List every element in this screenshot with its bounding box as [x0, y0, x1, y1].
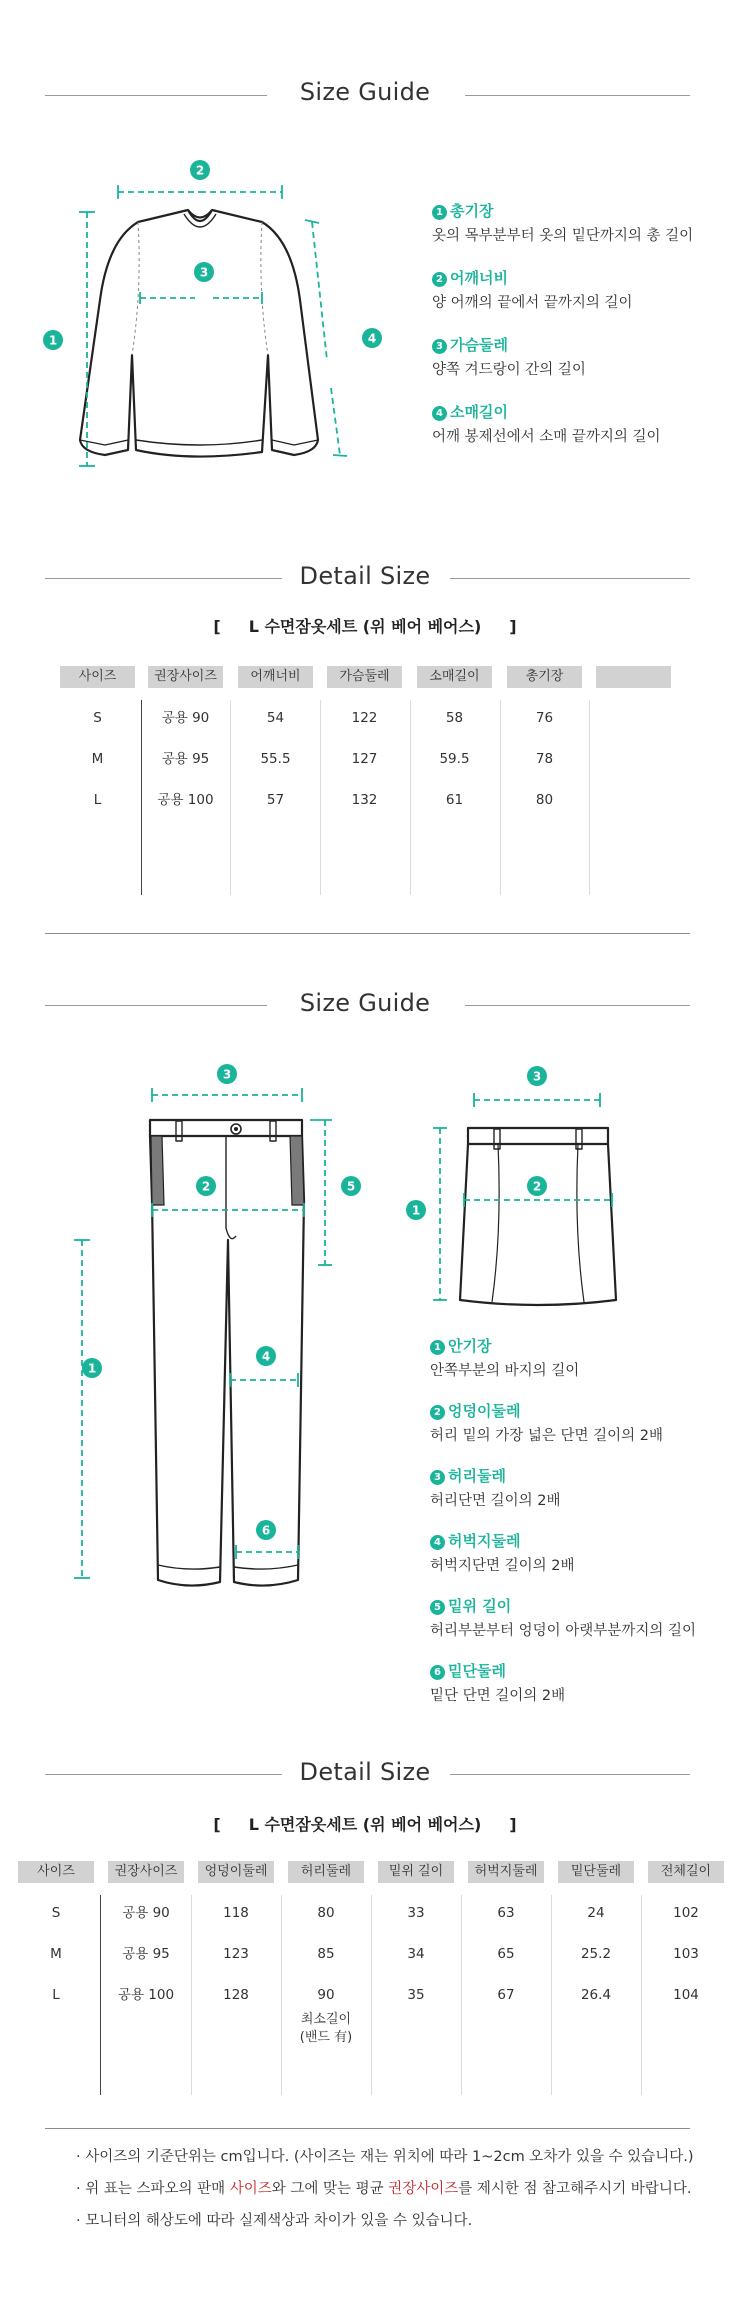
- marker-6-badge: [256, 1520, 276, 1540]
- table-cell: 103: [673, 1946, 699, 1962]
- marker-4-badge: [362, 328, 382, 348]
- table-cell: 78: [535, 751, 554, 767]
- legend-item: 1 안기장 안쪽부분의 바지의 길이: [430, 1337, 580, 1379]
- column-divider: [281, 1895, 282, 2095]
- column-divider: [191, 1895, 192, 2095]
- section-divider: [45, 2128, 690, 2129]
- highlight-text: 권장사이즈: [388, 2181, 459, 2197]
- bottom-legend: [430, 1335, 725, 1725]
- table-header: 가슴둘레: [327, 666, 402, 688]
- pants-diagram: [70, 1060, 380, 1600]
- table-cell: 61: [445, 792, 464, 808]
- table-cell: 127: [351, 751, 378, 767]
- table-header: [596, 666, 671, 688]
- column-divider: [230, 700, 231, 895]
- highlight-text: 사이즈: [229, 2181, 272, 2197]
- table-header: 권장사이즈: [108, 1861, 184, 1883]
- size-guide-title: Size Guide: [299, 989, 431, 1017]
- table-cell: 공용 95: [161, 751, 210, 767]
- table-cell: 54: [266, 710, 285, 726]
- waist-note: 최소길이: [300, 2012, 352, 2027]
- table-cell: 33: [407, 1905, 425, 1921]
- note-line: · 모니터의 해상도에 따라 실제색상과 차이가 있을 수 있습니다.: [76, 2213, 473, 2229]
- table-cell: 25.2: [580, 1946, 612, 1962]
- table-cell: 80: [535, 792, 554, 808]
- table-header: 밑위 길이: [378, 1861, 454, 1883]
- marker-2-badge: [527, 1176, 547, 1196]
- table-cell: 122: [351, 710, 378, 726]
- marker-3-badge: [217, 1064, 237, 1084]
- table-cell: 102: [673, 1905, 699, 1921]
- table-cell: 123: [223, 1946, 249, 1962]
- marker-3-badge: [527, 1066, 547, 1086]
- table-cell: 24: [587, 1905, 605, 1921]
- column-divider: [320, 700, 321, 895]
- detail-size-title: Detail Size: [299, 562, 431, 590]
- svg-text:4: 4: [261, 1349, 271, 1364]
- table-header: 허리둘레: [288, 1861, 364, 1883]
- legend-item: 3 허리둘레 허리단면 길이의 2배: [430, 1467, 561, 1509]
- marker-1-badge: [406, 1200, 426, 1220]
- note-line: · 위 표는 스파오의 판매 사이즈와 그에 맞는 평균 권장사이즈를 제시한 점 참고해주시기 바랍니다.: [76, 2181, 692, 2197]
- table-cell: 65: [497, 1946, 515, 1962]
- table-cell: 35: [407, 1987, 425, 2003]
- marker-5-badge: [341, 1176, 361, 1196]
- table-header: 권장사이즈: [148, 666, 223, 688]
- svg-text:2: 2: [195, 163, 205, 178]
- column-divider: [641, 1895, 642, 2095]
- marker-3-badge: [194, 262, 214, 282]
- table-cell: 공용 95: [122, 1946, 170, 1962]
- column-divider: [500, 700, 501, 895]
- svg-text:3: 3: [222, 1067, 232, 1082]
- table-cell: 90: [317, 1987, 335, 2003]
- column-divider: [371, 1895, 372, 2095]
- svg-text:1: 1: [87, 1361, 97, 1376]
- table-cell: 85: [317, 1946, 335, 1962]
- sweatshirt-diagram: [30, 150, 410, 480]
- table-cell: S: [51, 1905, 61, 1921]
- table-cell: M: [91, 751, 104, 767]
- table-cell: 공용 100: [157, 792, 214, 808]
- table-cell: 67: [497, 1987, 515, 2003]
- table-header: 허벅지둘레: [468, 1861, 544, 1883]
- table-cell: 76: [535, 710, 554, 726]
- table-header: 밑단둘레: [558, 1861, 634, 1883]
- column-divider: [141, 700, 142, 895]
- table-cell: S: [93, 710, 102, 726]
- table-header: 어깨너비: [238, 666, 313, 688]
- legend-item: 6 밑단둘레 밑단 단면 길이의 2배: [430, 1662, 566, 1704]
- legend-item: 4 소매길이 어깨 봉제선에서 소매 끝까지의 길이: [432, 403, 661, 445]
- product-subtitle: [ L 수면잠옷세트 (위 베어 베어스) ]: [213, 617, 517, 636]
- table-cell: L: [93, 792, 102, 808]
- table-cell: 26.4: [580, 1987, 612, 2003]
- table-cell: 63: [497, 1905, 515, 1921]
- table-cell: 59.5: [439, 751, 470, 767]
- table-cell: L: [52, 1987, 60, 2003]
- marker-2-badge: [190, 160, 210, 180]
- table-cell: 128: [223, 1987, 249, 2003]
- top-legend: [432, 200, 722, 468]
- table-cell: 118: [223, 1905, 249, 1921]
- table-header: 소매길이: [417, 666, 492, 688]
- legend-item: 3 가슴둘레 양쪽 겨드랑이 간의 길이: [432, 336, 586, 378]
- svg-text:4: 4: [367, 331, 377, 346]
- table-cell: M: [50, 1946, 62, 1962]
- table-header: 엉덩이둘레: [198, 1861, 274, 1883]
- svg-text:3: 3: [532, 1069, 542, 1084]
- column-divider: [100, 1895, 101, 2095]
- table-cell: 공용 100: [117, 1987, 175, 2003]
- table-cell: 57: [266, 792, 285, 808]
- legend-item: 2 어깨너비 양 어깨의 끝에서 끝까지의 길이: [432, 269, 633, 311]
- legend-item: 1 총기장 옷의 목부분부터 옷의 밑단까지의 총 길이: [432, 202, 694, 244]
- table-header: 전체길이: [648, 1861, 724, 1883]
- table-cell: 104: [673, 1987, 699, 2003]
- marker-1-badge: [82, 1358, 102, 1378]
- section-divider: [45, 933, 690, 934]
- marker-4-badge: [256, 1346, 276, 1366]
- marker-2-badge: [196, 1176, 216, 1196]
- svg-text:1: 1: [411, 1203, 421, 1218]
- svg-text:5: 5: [346, 1179, 356, 1194]
- table-cell: 132: [351, 792, 378, 808]
- table-cell: 58: [445, 710, 464, 726]
- svg-text:6: 6: [261, 1523, 271, 1538]
- legend-item: 2 엉덩이둘레 허리 밑의 가장 넓은 단면 길이의 2배: [430, 1402, 663, 1444]
- table-cell: 80: [317, 1905, 335, 1921]
- legend-item: 4 허벅지둘레 허벅지단면 길이의 2배: [430, 1532, 575, 1574]
- marker-1-badge: [43, 330, 63, 350]
- product-subtitle: [ L 수면잠옷세트 (위 베어 베어스) ]: [213, 1815, 517, 1834]
- legend-item: 5 밑위 길이 허리부분부터 엉덩이 아랫부분까지의 길이: [430, 1597, 696, 1639]
- waist-note: (밴드 有): [299, 2030, 353, 2045]
- table-header: 사이즈: [60, 666, 135, 688]
- column-divider: [551, 1895, 552, 2095]
- size-guide-title: Size Guide: [299, 78, 431, 106]
- column-divider: [410, 700, 411, 895]
- svg-text:2: 2: [201, 1179, 211, 1194]
- table-cell: 55.5: [260, 751, 291, 767]
- column-divider: [589, 700, 590, 895]
- svg-text:1: 1: [48, 333, 58, 348]
- column-divider: [461, 1895, 462, 2095]
- table-header: 총기장: [507, 666, 582, 688]
- table-cell: 공용 90: [122, 1905, 170, 1921]
- skirt-diagram: [400, 1060, 640, 1320]
- table-cell: 34: [407, 1946, 425, 1962]
- table-header: 사이즈: [18, 1861, 94, 1883]
- notes: [76, 2145, 726, 2241]
- table-cell: 공용 90: [161, 710, 210, 726]
- note-line: · 사이즈의 기준단위는 cm입니다. (사이즈는 재는 위치에 따라 1~2cm 오차가 있을 수 있습니다.): [76, 2149, 694, 2165]
- svg-text:3: 3: [199, 265, 209, 280]
- svg-text:2: 2: [532, 1179, 542, 1194]
- detail-size-title: Detail Size: [299, 1758, 431, 1786]
